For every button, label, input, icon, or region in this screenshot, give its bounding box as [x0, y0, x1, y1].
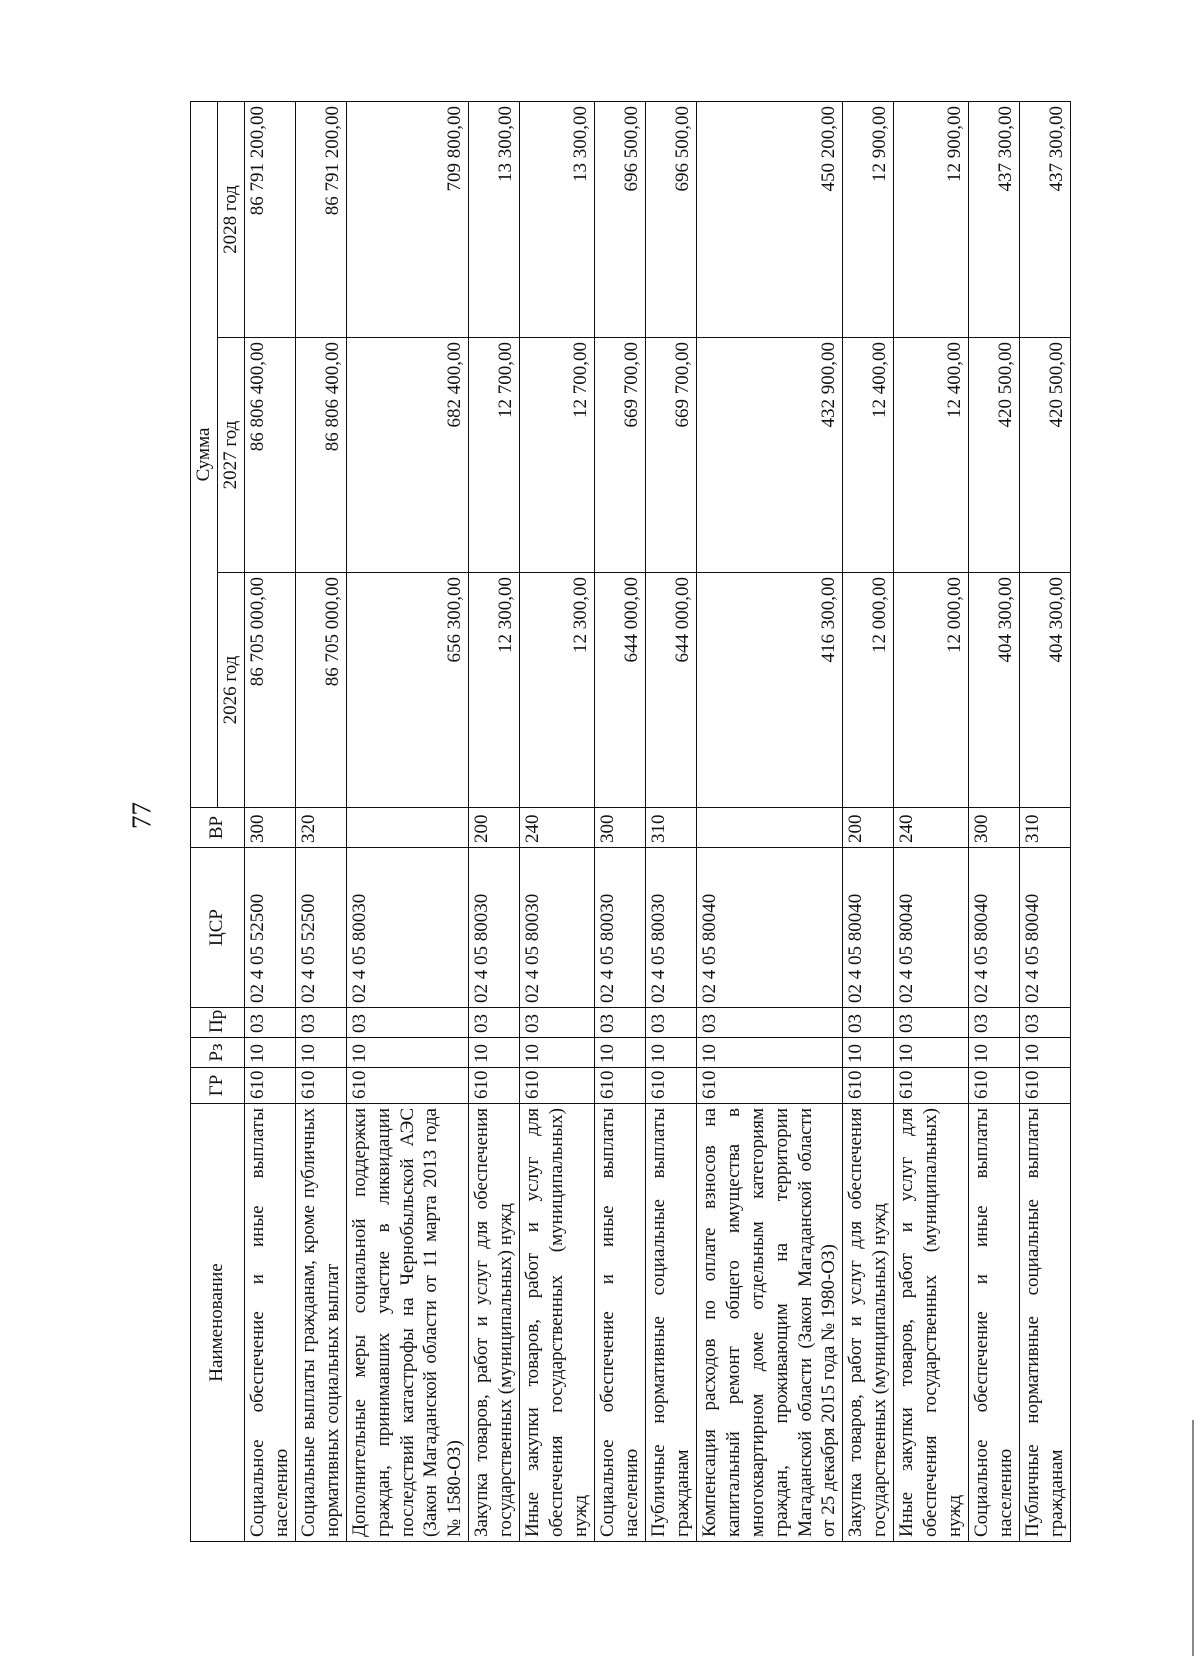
cell-rz: 10 — [696, 1038, 843, 1068]
rotated-table-container — [190, 102, 1071, 1542]
cell-rz: 10 — [969, 1038, 1020, 1068]
cell-csr: 02 4 05 80040 — [1019, 848, 1070, 1008]
cell-2028: 13 300,00 — [469, 102, 520, 338]
cell-rz: 10 — [645, 1038, 696, 1068]
cell-2028: 437 300,00 — [969, 102, 1020, 338]
cell-vr: 240 — [894, 808, 969, 848]
cell-rz: 10 — [295, 1038, 346, 1068]
cell-gr: 610 — [595, 1068, 646, 1104]
cell-2028: 709 800,00 — [346, 102, 469, 338]
cell-pr: 03 — [1019, 1008, 1070, 1038]
table-row — [1019, 102, 1070, 1542]
cell-rz: 10 — [346, 1038, 469, 1068]
cell-pr: 03 — [244, 1008, 295, 1038]
table-row — [645, 102, 696, 1542]
cell-pr: 03 — [969, 1008, 1020, 1038]
table-row — [969, 102, 1020, 1542]
header-2027: 2027 год — [217, 338, 244, 573]
cell-csr: 02 4 05 52500 — [295, 848, 346, 1008]
cell-gr: 610 — [1019, 1068, 1070, 1104]
cell-name: Дополнительные меры социальной поддержки граждан, принимавших участие в ликвидации последствий катастрофы на Чернобыльской АЭС (Закон Магаданской области от 11 марта 2013 года № 1580-ОЗ) — [346, 1104, 469, 1542]
cell-pr: 03 — [346, 1008, 469, 1038]
cell-csr: 02 4 05 80030 — [520, 848, 595, 1008]
cell-2027: 12 700,00 — [469, 338, 520, 573]
table-row — [469, 102, 520, 1542]
rotated-table-area — [190, 102, 1200, 1537]
cell-2026: 12 000,00 — [894, 573, 969, 808]
cell-vr: 310 — [645, 808, 696, 848]
page-number: 77 — [126, 802, 157, 829]
cell-name: Иные закупки товаров, работ и услуг для обеспечения государственных (муниципальных) нужд — [894, 1104, 969, 1542]
header-vr: ВР — [191, 808, 245, 848]
cell-2026: 86 705 000,00 — [295, 573, 346, 808]
header-2028: 2028 год — [217, 102, 244, 338]
cell-2026: 656 300,00 — [346, 573, 469, 808]
cell-vr: 200 — [469, 808, 520, 848]
cell-rz: 10 — [894, 1038, 969, 1068]
table-row — [595, 102, 646, 1542]
cell-vr: 200 — [843, 808, 894, 848]
cell-name: Публичные нормативные социальные выплаты гражданам — [1019, 1104, 1070, 1542]
cell-2026: 12 000,00 — [843, 573, 894, 808]
cell-2026: 86 705 000,00 — [244, 573, 295, 808]
table-row — [894, 102, 969, 1542]
cell-2027: 86 806 400,00 — [244, 338, 295, 573]
cell-vr: 310 — [1019, 808, 1070, 848]
cell-2028: 86 791 200,00 — [244, 102, 295, 338]
cell-name: Социальное обеспечение и иные выплаты населению — [595, 1104, 646, 1542]
cell-rz: 10 — [244, 1038, 295, 1068]
cell-pr: 03 — [894, 1008, 969, 1038]
cell-pr: 03 — [645, 1008, 696, 1038]
table-row — [244, 102, 295, 1542]
cell-2028: 696 500,00 — [595, 102, 646, 338]
cell-2027: 669 700,00 — [595, 338, 646, 573]
cell-rz: 10 — [469, 1038, 520, 1068]
table-row — [696, 102, 843, 1542]
cell-csr: 02 4 05 80030 — [469, 848, 520, 1008]
cell-2028: 450 200,00 — [696, 102, 843, 338]
table-row — [520, 102, 595, 1542]
cell-csr: 02 4 05 80040 — [843, 848, 894, 1008]
cell-2026: 644 000,00 — [645, 573, 696, 808]
cell-2026: 416 300,00 — [696, 573, 843, 808]
cell-csr: 02 4 05 80040 — [969, 848, 1020, 1008]
header-gr: ГР — [191, 1068, 245, 1104]
scan-edge-line — [1192, 1420, 1194, 1656]
cell-2028: 12 900,00 — [843, 102, 894, 338]
cell-vr: 240 — [520, 808, 595, 848]
cell-gr: 610 — [969, 1068, 1020, 1104]
cell-2026: 12 300,00 — [469, 573, 520, 808]
cell-gr: 610 — [843, 1068, 894, 1104]
cell-2026: 644 000,00 — [595, 573, 646, 808]
cell-vr — [696, 808, 843, 848]
cell-2028: 696 500,00 — [645, 102, 696, 338]
cell-name: Социальное обеспечение и иные выплаты населению — [244, 1104, 295, 1542]
table-row — [843, 102, 894, 1542]
cell-csr: 02 4 05 80040 — [696, 848, 843, 1008]
cell-2027: 682 400,00 — [346, 338, 469, 573]
cell-gr: 610 — [244, 1068, 295, 1104]
cell-name: Публичные нормативные социальные выплаты гражданам — [645, 1104, 696, 1542]
cell-rz: 10 — [843, 1038, 894, 1068]
cell-gr: 610 — [346, 1068, 469, 1104]
cell-pr: 03 — [469, 1008, 520, 1038]
cell-gr: 610 — [469, 1068, 520, 1104]
cell-pr: 03 — [696, 1008, 843, 1038]
cell-2028: 437 300,00 — [1019, 102, 1070, 338]
cell-csr: 02 4 05 80030 — [595, 848, 646, 1008]
cell-2027: 669 700,00 — [645, 338, 696, 573]
cell-gr: 610 — [520, 1068, 595, 1104]
cell-2026: 404 300,00 — [1019, 573, 1070, 808]
cell-2028: 86 791 200,00 — [295, 102, 346, 338]
cell-vr: 320 — [295, 808, 346, 848]
cell-2027: 432 900,00 — [696, 338, 843, 573]
cell-pr: 03 — [520, 1008, 595, 1038]
cell-csr: 02 4 05 80030 — [346, 848, 469, 1008]
cell-rz: 10 — [520, 1038, 595, 1068]
cell-2028: 13 300,00 — [520, 102, 595, 338]
cell-vr: 300 — [244, 808, 295, 848]
budget-table — [190, 101, 1071, 1542]
cell-2026: 404 300,00 — [969, 573, 1020, 808]
cell-csr: 02 4 05 80040 — [894, 848, 969, 1008]
table-header-row — [191, 102, 218, 1542]
cell-2027: 86 806 400,00 — [295, 338, 346, 573]
cell-2026: 12 300,00 — [520, 573, 595, 808]
cell-gr: 610 — [645, 1068, 696, 1104]
cell-vr — [346, 808, 469, 848]
cell-csr: 02 4 05 52500 — [244, 848, 295, 1008]
cell-2027: 12 700,00 — [520, 338, 595, 573]
header-name: Наименование — [191, 1104, 245, 1542]
cell-gr: 610 — [295, 1068, 346, 1104]
cell-pr: 03 — [595, 1008, 646, 1038]
cell-2027: 12 400,00 — [894, 338, 969, 573]
cell-name: Закупка товаров, работ и услуг для обеспечения государственных (муниципальных) нужд — [843, 1104, 894, 1542]
cell-csr: 02 4 05 80030 — [645, 848, 696, 1008]
header-csr: ЦСР — [191, 848, 245, 1008]
cell-2027: 12 400,00 — [843, 338, 894, 573]
header-rz: Рз — [191, 1038, 245, 1068]
header-sum: Сумма — [191, 102, 218, 808]
table-row — [346, 102, 469, 1542]
cell-name: Закупка товаров, работ и услуг для обеспечения государственных (муниципальных) нужд — [469, 1104, 520, 1542]
cell-rz: 10 — [595, 1038, 646, 1068]
cell-rz: 10 — [1019, 1038, 1070, 1068]
cell-gr: 610 — [696, 1068, 843, 1104]
cell-pr: 03 — [295, 1008, 346, 1038]
header-pr: Пр — [191, 1008, 245, 1038]
cell-name: Социальные выплаты гражданам, кроме публичных нормативных социальных выплат — [295, 1104, 346, 1542]
cell-2027: 420 500,00 — [969, 338, 1020, 573]
cell-2028: 12 900,00 — [894, 102, 969, 338]
table-row — [295, 102, 346, 1542]
cell-name: Иные закупки товаров, работ и услуг для обеспечения государственных (муниципальных) нужд — [520, 1104, 595, 1542]
cell-pr: 03 — [843, 1008, 894, 1038]
cell-name: Социальное обеспечение и иные выплаты населению — [969, 1104, 1020, 1542]
cell-name: Компенсация расходов по оплате взносов на капитальный ремонт общего имущества в многоквартирном доме отдельным категориям граждан, проживающим на территории Магаданской области (Закон Магаданской области от 25 декабря 2015 года № 1980-ОЗ) — [696, 1104, 843, 1542]
cell-vr: 300 — [969, 808, 1020, 848]
cell-gr: 610 — [894, 1068, 969, 1104]
cell-2027: 420 500,00 — [1019, 338, 1070, 573]
cell-vr: 300 — [595, 808, 646, 848]
header-2026: 2026 год — [217, 573, 244, 808]
